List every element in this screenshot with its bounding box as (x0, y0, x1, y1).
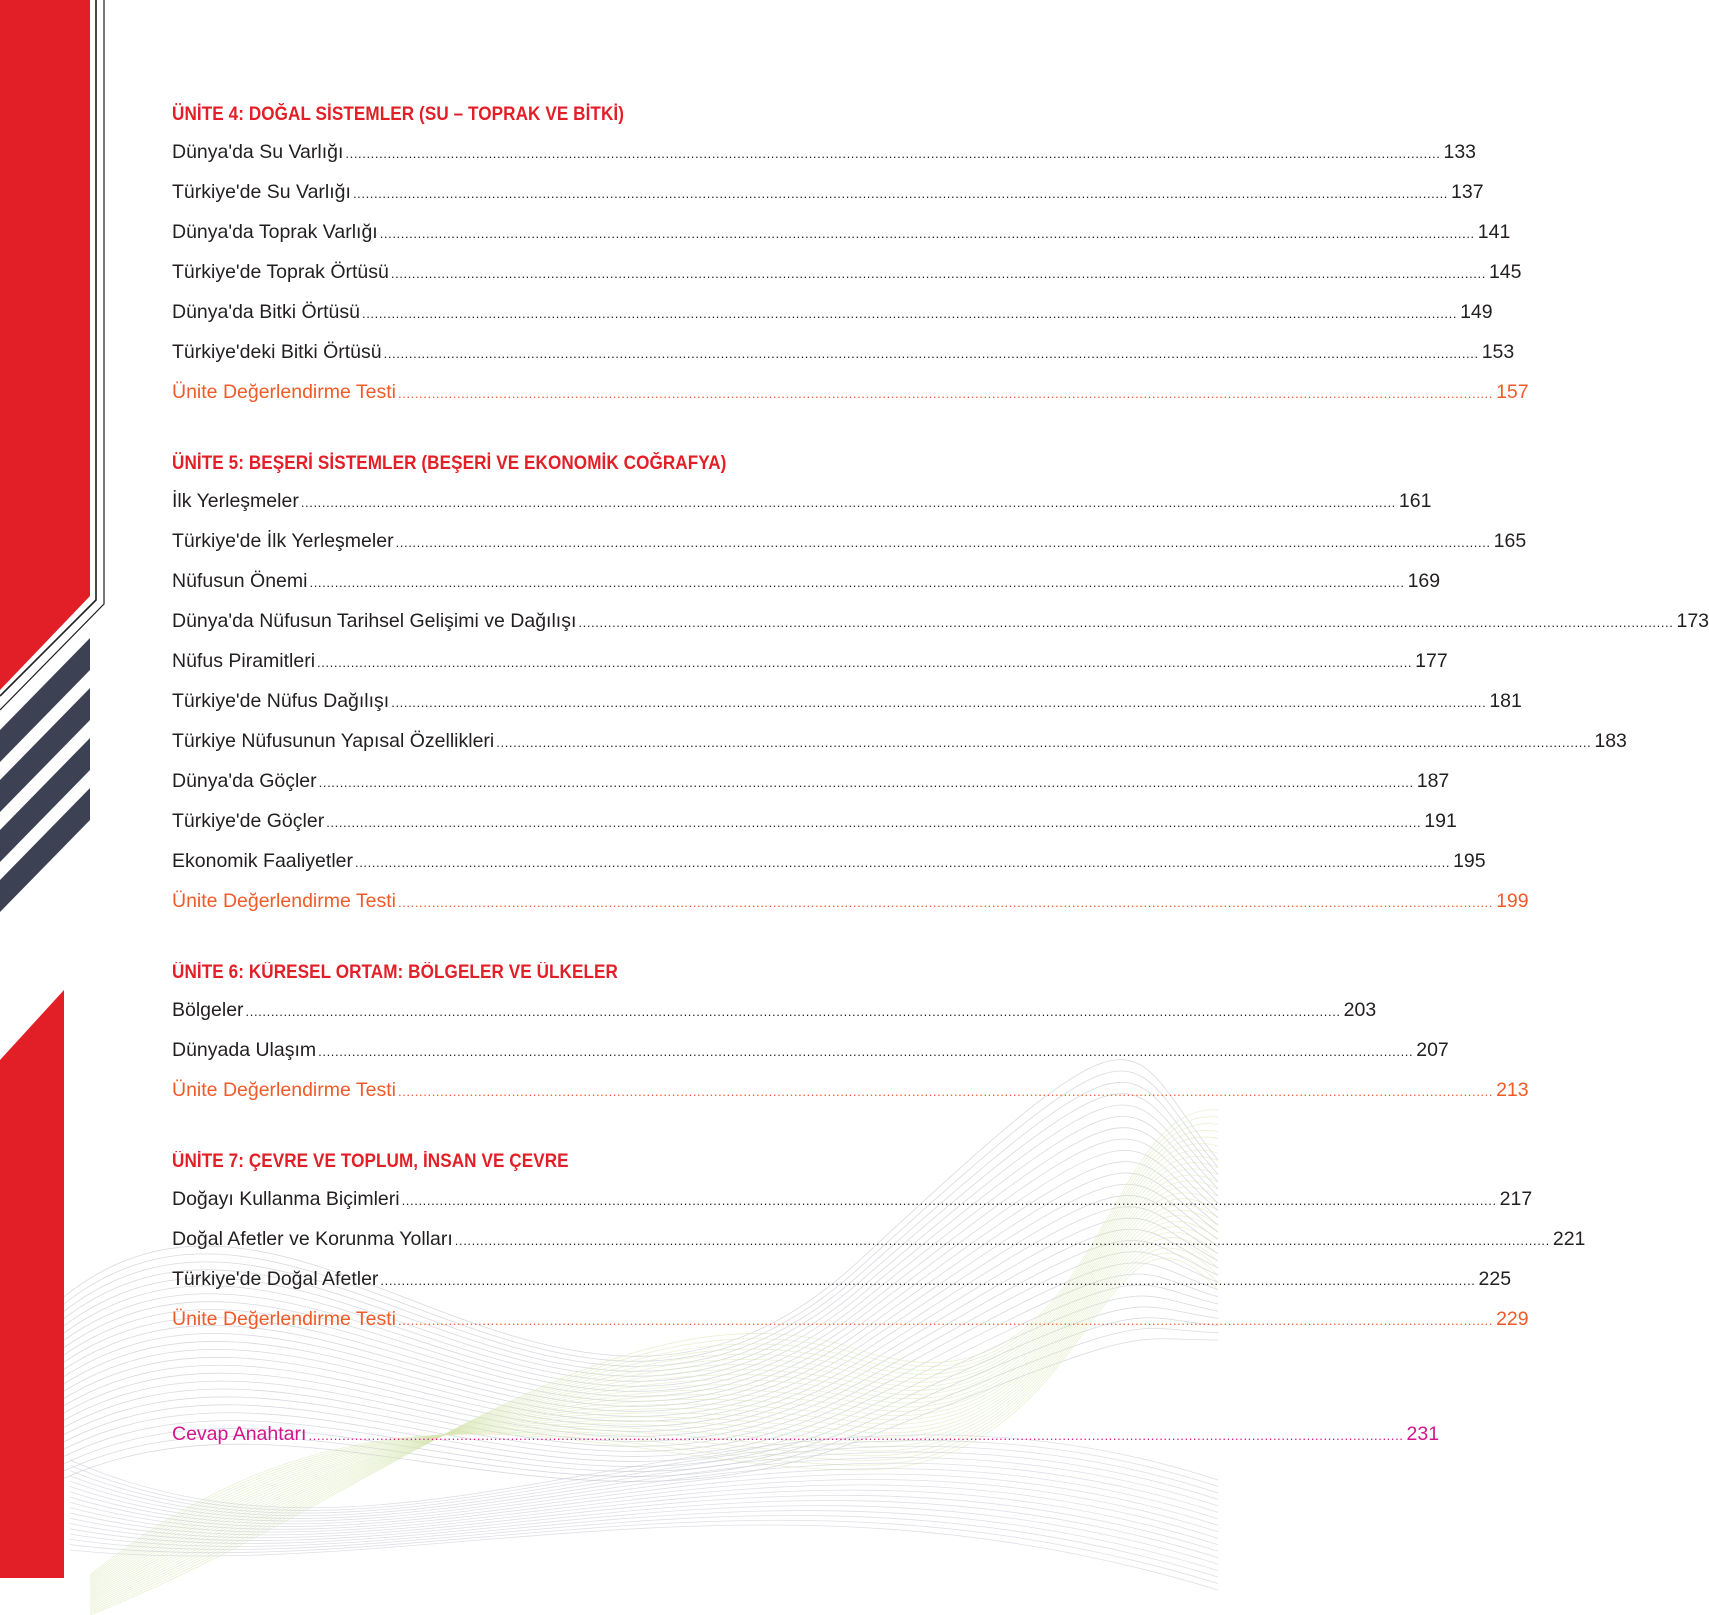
toc-entry[interactable] (172, 761, 1450, 801)
toc-entry[interactable] (172, 252, 1522, 292)
dot-leader: .................................................................................................................................................................................................................................................................... (391, 695, 1487, 710)
entry-title: Türkiye'de Su Varlığı (172, 181, 351, 203)
toc-entry[interactable] (172, 212, 1511, 252)
dot-leader: .................................................................................................................................................................................................................................................................... (300, 495, 1396, 510)
entry-title: Ünite Değerlendirme Testi (172, 381, 396, 403)
unit-test-entry[interactable] (172, 1299, 1529, 1339)
toc-entry[interactable] (172, 681, 1522, 721)
page-number: 195 (1453, 850, 1486, 872)
page-number: 213 (1496, 1079, 1529, 1101)
page-number: 229 (1496, 1308, 1529, 1330)
entry-title: Doğal Afetler ve Korunma Yolları (172, 1228, 453, 1250)
page-number: 187 (1416, 770, 1450, 792)
section-gap (172, 412, 1107, 447)
page-number: 137 (1451, 181, 1484, 203)
page-number: 231 (1406, 1423, 1440, 1445)
toc-entry[interactable] (172, 801, 1457, 841)
dot-leader: .................................................................................................................................................................................................................................................................... (578, 615, 1674, 630)
table-of-contents (172, 98, 1709, 1454)
dot-leader: .................................................................................................................................................................................................................................................................... (318, 775, 1414, 790)
entry-title: İlk Yerleşmeler (172, 490, 299, 512)
page-number: 141 (1477, 221, 1511, 243)
unit-section (172, 98, 1529, 412)
toc-entry[interactable] (172, 172, 1484, 212)
unit-section (172, 447, 1709, 921)
unit-heading: ÜNİTE 7: ÇEVRE VE TOPLUM, İNSAN VE ÇEVRE (172, 1151, 569, 1172)
toc-entry[interactable] (172, 292, 1493, 332)
page-number: 191 (1424, 810, 1457, 832)
dot-leader: .................................................................................................................................................................................................................................................................... (390, 266, 1486, 281)
unit-heading: ÜNİTE 4: DOĞAL SİSTEMLER (SU – TOPRAK VE BİTKİ) (172, 104, 625, 125)
unit-test-entry[interactable] (172, 372, 1529, 412)
toc-entry[interactable] (172, 1259, 1512, 1299)
toc-entry[interactable] (172, 332, 1515, 372)
toc-entry[interactable] (172, 1030, 1449, 1070)
toc-entry[interactable] (172, 721, 1627, 761)
page-number: 207 (1416, 1039, 1449, 1061)
entry-title: Türkiye'de İlk Yerleşmeler (172, 530, 394, 552)
dot-leader: .................................................................................................................................................................................................................................................................... (496, 735, 1592, 750)
red-side-band (0, 0, 90, 690)
dot-leader: .................................................................................................................................................................................................................................................................... (245, 1004, 1341, 1019)
answer-key-entry[interactable] (172, 1414, 1440, 1454)
section-gap (172, 1374, 1107, 1414)
unit-test-entry[interactable] (172, 881, 1529, 921)
entry-title: Türkiye'de Toprak Örtüsü (172, 261, 389, 283)
section-gap (172, 1339, 1107, 1374)
dot-leader: .................................................................................................................................................................................................................................................................... (398, 1313, 1494, 1328)
dot-leader: .................................................................................................................................................................................................................................................................... (398, 1084, 1494, 1099)
entry-title: Dünya'da Bitki Örtüsü (172, 301, 360, 323)
dot-leader: .................................................................................................................................................................................................................................................................... (383, 346, 1479, 361)
entry-title: Ünite Değerlendirme Testi (172, 1308, 396, 1330)
entry-title: Ünite Değerlendirme Testi (172, 1079, 396, 1101)
entry-title: Ünite Değerlendirme Testi (172, 890, 396, 912)
section-gap (172, 1110, 1107, 1145)
page-number: 157 (1496, 381, 1529, 403)
dot-leader: .................................................................................................................................................................................................................................................................... (398, 895, 1494, 910)
dot-leader: .................................................................................................................................................................................................................................................................... (326, 815, 1422, 830)
page-number: 199 (1496, 890, 1529, 912)
unit-section (172, 956, 1529, 1110)
entry-title: Doğayı Kullanma Biçimleri (172, 1188, 400, 1210)
page-number: 153 (1481, 341, 1515, 363)
page-number: 183 (1594, 730, 1627, 752)
page-number: 169 (1407, 570, 1441, 592)
entry-title: Türkiye'de Doğal Afetler (172, 1268, 379, 1290)
dot-leader: .................................................................................................................................................................................................................................................................... (309, 575, 1405, 590)
entry-title: Türkiye Nüfusunun Yapısal Özellikleri (172, 730, 495, 752)
dot-leader: .................................................................................................................................................................................................................................................................... (308, 1428, 1404, 1443)
dot-leader: .................................................................................................................................................................................................................................................................... (317, 655, 1413, 670)
unit-heading: ÜNİTE 6: KÜRESEL ORTAM: BÖLGELER VE ÜLKELER (172, 962, 618, 983)
entry-title: Nüfusun Önemi (172, 570, 308, 592)
toc-entry[interactable] (172, 521, 1527, 561)
toc-entry[interactable] (172, 990, 1377, 1030)
page-number: 161 (1398, 490, 1432, 512)
red-side-band-lower (0, 990, 64, 1578)
entry-title: Cevap Anahtarı (172, 1423, 307, 1445)
entry-title: Nüfus Piramitleri (172, 650, 316, 672)
page-number: 165 (1493, 530, 1527, 552)
toc-entry[interactable] (172, 1179, 1533, 1219)
toc-entry[interactable] (172, 132, 1477, 172)
unit-heading: ÜNİTE 5: BEŞERİ SİSTEMLER (BEŞERİ VE EKONOMİK COĞRAFYA) (172, 453, 727, 474)
entry-title: Dünya'da Toprak Varlığı (172, 221, 378, 243)
toc-entry[interactable] (172, 561, 1441, 601)
unit-section (172, 1145, 1586, 1339)
dot-leader: .................................................................................................................................................................................................................................................................... (352, 186, 1449, 201)
dot-leader: .................................................................................................................................................................................................................................................................... (401, 1193, 1497, 1208)
dot-leader: .................................................................................................................................................................................................................................................................... (345, 146, 1441, 161)
dot-leader: .................................................................................................................................................................................................................................................................... (361, 306, 1458, 321)
page-number: 225 (1478, 1268, 1512, 1290)
toc-entry[interactable] (172, 601, 1709, 641)
unit-test-entry[interactable] (172, 1070, 1529, 1110)
dot-leader: .................................................................................................................................................................................................................................................................... (318, 1044, 1414, 1059)
page-number: 149 (1460, 301, 1493, 323)
toc-entry[interactable] (172, 1219, 1586, 1259)
entry-title: Bölgeler (172, 999, 244, 1021)
page-number: 181 (1489, 690, 1522, 712)
page-number: 173 (1676, 610, 1709, 632)
page-number: 133 (1443, 141, 1477, 163)
entry-title: Dünyada Ulaşım (172, 1039, 317, 1061)
dot-leader: .................................................................................................................................................................................................................................................................... (454, 1233, 1550, 1248)
entry-title: Ekonomik Faaliyetler (172, 850, 353, 872)
page-number: 217 (1499, 1188, 1533, 1210)
page-number: 221 (1552, 1228, 1586, 1250)
entry-title: Türkiye'de Göçler (172, 810, 325, 832)
toc-entry[interactable] (172, 841, 1486, 881)
entry-title: Dünya'da Su Varlığı (172, 141, 344, 163)
entry-title: Dünya'da Göçler (172, 770, 317, 792)
dot-leader: .................................................................................................................................................................................................................................................................... (398, 386, 1494, 401)
page-number: 203 (1343, 999, 1377, 1021)
entry-title: Dünya'da Nüfusun Tarihsel Gelişimi ve Dağılışı (172, 610, 577, 632)
entry-title: Türkiye'deki Bitki Örtüsü (172, 341, 382, 363)
dot-leader: .................................................................................................................................................................................................................................................................... (380, 1273, 1476, 1288)
section-gap (172, 921, 1107, 956)
dot-leader: .................................................................................................................................................................................................................................................................... (395, 535, 1491, 550)
dot-leader: .................................................................................................................................................................................................................................................................... (379, 226, 1475, 241)
page-number: 145 (1488, 261, 1522, 283)
page-number: 177 (1415, 650, 1448, 672)
dot-leader: .................................................................................................................................................................................................................................................................... (354, 855, 1451, 870)
entry-title: Türkiye'de Nüfus Dağılışı (172, 690, 390, 712)
toc-entry[interactable] (172, 641, 1448, 681)
toc-entry[interactable] (172, 481, 1432, 521)
